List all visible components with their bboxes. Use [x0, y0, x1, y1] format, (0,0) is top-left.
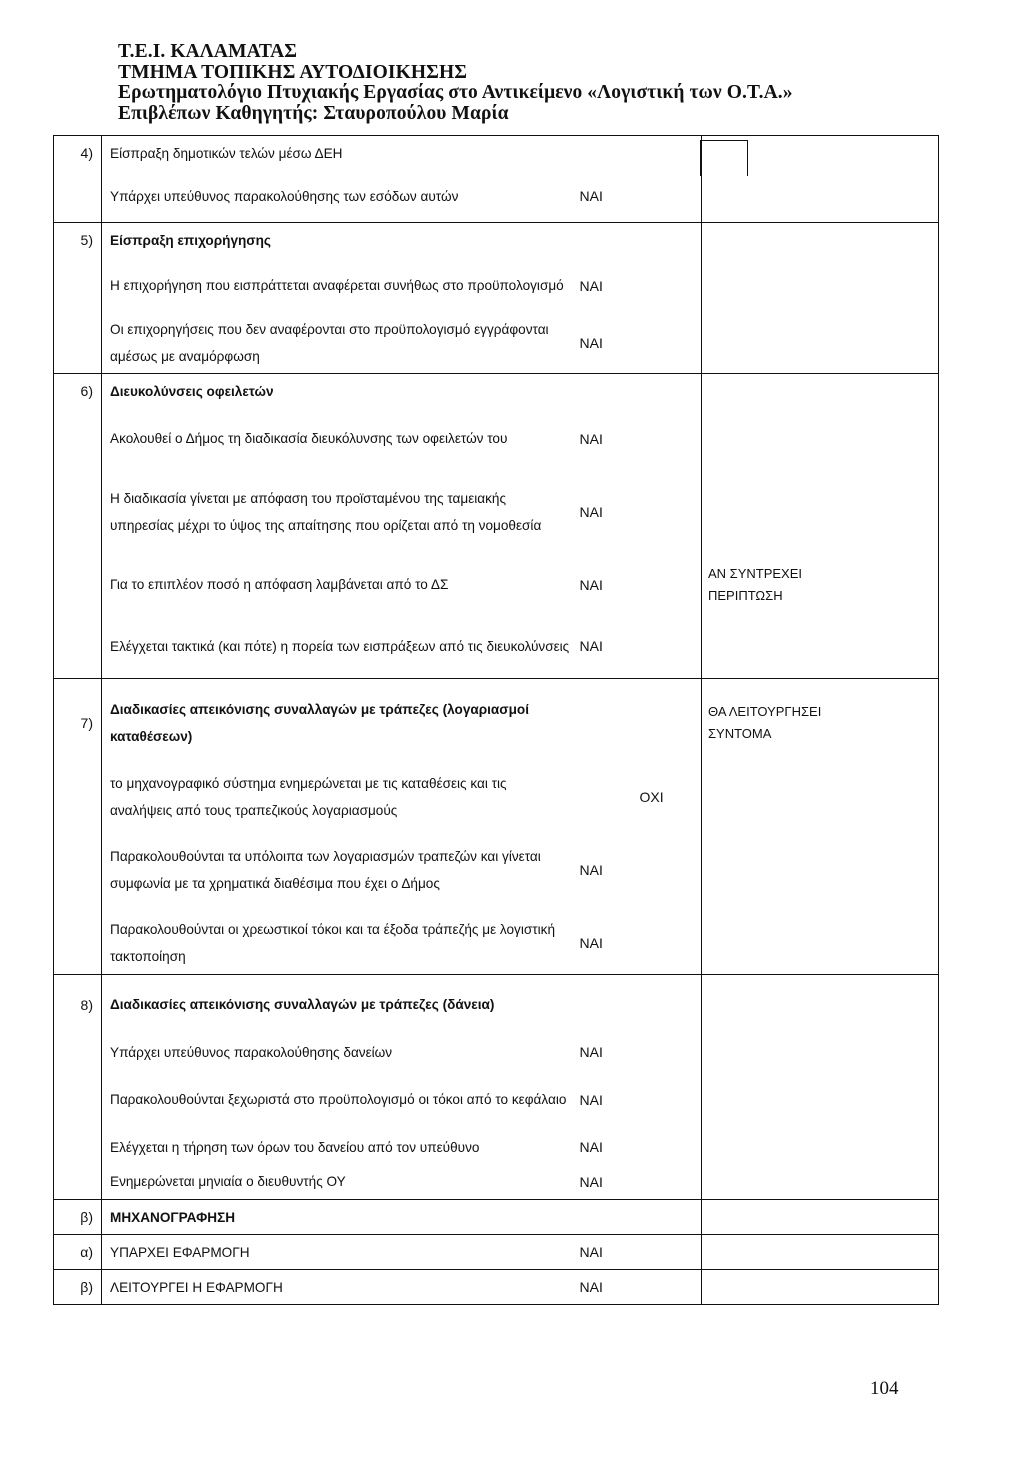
item-description: Ελέγχεται η τήρηση των όρων του δανείου από τον υπεύθυνο [110, 1139, 480, 1155]
item-description: ΛΕΙΤΟΥΡΓΕΙ Η ΕΦΑΡΜΟΓΗ [102, 1270, 572, 1305]
item-description: Διαδικασίες απεικόνισης συναλλαγών με τράπεζες (λογαριασμοί καταθέσεων) [102, 679, 572, 767]
item-description: το μηχανογραφικό σύστημα ενημερώνεται με τις καταθέσεις και τις αναλήψεις από τους τραπεζικούς λογαριασμούς [110, 775, 507, 818]
right-margin-cell [862, 679, 939, 767]
item-number: 5) [54, 223, 102, 258]
item-number [54, 1070, 102, 1130]
right-margin-cell [862, 1070, 939, 1130]
right-margin-cell [862, 975, 939, 1035]
item-description: Είσπραξη δημοτικών τελών μέσω ΔΕΗ [102, 136, 572, 171]
table-row [54, 1200, 939, 1235]
answer-blank [632, 1270, 702, 1305]
item-description: Η διαδικασία γίνεται με απόφαση του προϊσταμένου της ταμειακής υπηρεσίας μέχρι το ύψος της απαίτησης που ορίζεται από τη νομοθεσία [110, 490, 542, 533]
right-margin-cell [862, 469, 939, 555]
item-number: β) [54, 1270, 102, 1305]
answer-value: ΝΑΙ [579, 188, 603, 205]
answer-blank [632, 171, 702, 223]
right-margin-cell [862, 171, 939, 223]
item-description: Ενημερώνεται μηνιαία ο διευθυντής ΟΥ [110, 1174, 346, 1190]
note-cell: ΘΑ ΛΕΙΤΟΥΡΓΗΣΕΙ ΣΥΝΤΟΜΑ [702, 679, 862, 767]
right-margin-cell [862, 1200, 939, 1235]
table-row [54, 223, 939, 258]
right-margin-cell [862, 374, 939, 409]
supervisor-line: Επιβλέπων Καθηγητής: Σταυροπούλου Μαρία [118, 102, 509, 124]
institution-title: Τ.Ε.Ι. ΚΑΛΑΜΑΤΑΣ [118, 41, 298, 62]
table-row [54, 767, 939, 827]
right-margin-cell [862, 136, 939, 171]
table-row [54, 469, 939, 555]
answer-value: ΝΑΙ [579, 935, 603, 952]
answer-blank [632, 1035, 702, 1070]
answer-value: ΝΑΙ [579, 430, 603, 447]
item-number [54, 555, 102, 615]
right-margin-cell [862, 615, 939, 679]
department-title: ΤΜΗΜΑ ΤΟΠΙΚΗΣ ΑΥΤΟΔΙΟΙΚΗΣΗΣ [118, 61, 468, 83]
item-number: β) [54, 1200, 102, 1235]
item-number: α) [54, 1235, 102, 1270]
item-number [54, 1130, 102, 1165]
item-number: 7) [54, 679, 102, 767]
note-cell [702, 223, 862, 258]
note-cell [702, 409, 862, 469]
table-row [54, 827, 939, 913]
note-cell [702, 1270, 862, 1305]
item-description: Ακολουθεί ο Δήμος τη διαδικασία διευκόλυνσης των οφειλετών του [110, 431, 508, 446]
answer-blank [632, 1130, 702, 1165]
page-number: 104 [870, 1378, 899, 1399]
answer-blank [632, 1070, 702, 1130]
answer-blank [632, 1200, 702, 1235]
answer-value: ΝΑΙ [579, 1044, 603, 1060]
answer-blank [632, 1165, 702, 1200]
table-row [54, 1235, 939, 1270]
answer-value [572, 679, 632, 767]
item-number [54, 409, 102, 469]
answer-blank [572, 767, 632, 827]
table-row [54, 258, 939, 314]
note-cell [702, 827, 862, 913]
answer-value: ΝΑΙ [579, 1091, 603, 1108]
table-row [54, 171, 939, 223]
answer-blank [632, 555, 702, 615]
document-header [118, 42, 1008, 124]
item-number: 6) [54, 374, 102, 409]
table-row [54, 136, 939, 171]
note-cell [702, 171, 862, 223]
note-cell [702, 1235, 862, 1270]
note-cell [702, 913, 862, 975]
answer-blank [632, 314, 702, 374]
item-number [54, 171, 102, 223]
table-row [54, 1165, 939, 1200]
item-number: 4) [54, 136, 102, 171]
item-number [54, 615, 102, 679]
note-cell [702, 314, 862, 374]
table-row [54, 314, 939, 374]
answer-blank [632, 258, 702, 314]
answer-value [572, 1200, 632, 1235]
item-description: ΜΗΧΑΝΟΓΡΑΦΗΣΗ [102, 1200, 572, 1235]
right-margin-cell [862, 223, 939, 258]
table-row [54, 1270, 939, 1305]
note-cell [702, 469, 862, 555]
right-margin-cell [862, 1270, 939, 1305]
answer-blank [632, 136, 702, 171]
table-row [54, 913, 939, 975]
item-description: Διευκολύνσεις οφειλετών [102, 374, 572, 409]
right-margin-cell [862, 1035, 939, 1070]
note-cell [702, 1200, 862, 1235]
item-description: Υπάρχει υπεύθυνος παρακολούθησης δανείων [110, 1044, 393, 1060]
item-description: Οι επιχορηγήσεις που δεν αναφέρονται στο προϋπολογισμό εγγράφονται αμέσως με αναμόρφωση [110, 322, 549, 365]
answer-blank [632, 913, 702, 975]
answer-value: ΝΑΙ [572, 1270, 632, 1305]
answer-blank [632, 827, 702, 913]
item-number [54, 258, 102, 314]
table-row [54, 555, 939, 615]
right-margin-cell [862, 258, 939, 314]
item-number [54, 1165, 102, 1200]
table-row [54, 374, 939, 409]
note-cell [702, 1035, 862, 1070]
right-margin-cell [862, 913, 939, 975]
answer-blank [632, 469, 702, 555]
note-cell [702, 1165, 862, 1200]
note-cell [702, 975, 862, 1035]
answer-blank [632, 409, 702, 469]
item-number [54, 827, 102, 913]
answer-value: ΝΑΙ [579, 503, 603, 520]
answer-value: ΝΑΙ [579, 1173, 603, 1190]
item-number [54, 314, 102, 374]
item-number [54, 469, 102, 555]
table-row [54, 409, 939, 469]
answer-value [572, 975, 632, 1035]
item-description: Διαδικασίες απεικόνισης συναλλαγών με τράπεζες (δάνεια) [102, 975, 572, 1035]
answer-value: ΝΑΙ [572, 1235, 632, 1270]
note-cell [702, 767, 862, 827]
table-row [54, 615, 939, 679]
answer-value: ΝΑΙ [579, 638, 603, 655]
item-description: Παρακολουθούνται ξεχωριστά στο προϋπολογισμό οι τόκοι από το κεφάλαιο [110, 1092, 567, 1107]
note-cell: ΑΝ ΣΥΝΤΡΕΧΕΙ ΠΕΡΙΠΤΩΣΗ [702, 555, 862, 615]
item-description: Υπάρχει υπεύθυνος παρακολούθησης των εσόδων αυτών [110, 188, 459, 204]
answer-value: ΝΑΙ [579, 277, 603, 294]
answer-blank [632, 223, 702, 258]
item-number [54, 913, 102, 975]
item-description: Ελέγχεται τακτικά (και πότε) η πορεία των εισπράξεων από τις διευκολύνσεις [110, 638, 570, 654]
answer-value: ΝΑΙ [579, 576, 603, 593]
item-number [54, 767, 102, 827]
note-cell [702, 1070, 862, 1130]
note-cell [702, 615, 862, 679]
note-cell [702, 258, 862, 314]
table-row [54, 1070, 939, 1130]
answer-value [572, 223, 632, 258]
answer-value: ΝΑΙ [579, 1139, 603, 1155]
right-margin-cell [862, 1130, 939, 1165]
answer-blank [632, 975, 702, 1035]
right-margin-cell [862, 1165, 939, 1200]
table-row [54, 1035, 939, 1070]
item-description: Παρακολουθούνται τα υπόλοιπα των λογαριασμών τραπεζών και γίνεται συμφωνία με τα χρηματικά διαθέσιμα που έχει ο Δήμος [110, 848, 541, 891]
answer-blank [632, 615, 702, 679]
item-number [54, 1035, 102, 1070]
item-description: ΥΠΑΡΧΕΙ ΕΦΑΡΜΟΓΗ [102, 1235, 572, 1270]
note-cell [702, 1130, 862, 1165]
questionnaire-table [53, 135, 939, 1305]
item-number: 8) [54, 975, 102, 1035]
answer-blank [632, 374, 702, 409]
table-row [54, 975, 939, 1035]
right-margin-cell [862, 767, 939, 827]
note-cell [702, 374, 862, 409]
item-description: Η επιχορήγηση που εισπράττεται αναφέρεται συνήθως στο προϋπολογισμό [110, 278, 564, 293]
answer-blank [632, 1235, 702, 1270]
answer-value [572, 374, 632, 409]
right-margin-cell [862, 314, 939, 374]
table-row [54, 1130, 939, 1165]
answer-value: ΝΑΙ [579, 861, 603, 878]
answer-value: ΟΧΙ [639, 788, 664, 805]
item-description: Είσπραξη επιχορήγησης [102, 223, 572, 258]
right-margin-cell [862, 1235, 939, 1270]
right-margin-cell [862, 409, 939, 469]
answer-value: ΝΑΙ [579, 335, 603, 352]
item-description: Για το επιπλέον ποσό η απόφαση λαμβάνεται από το ΔΣ [110, 577, 449, 592]
table-row [54, 679, 939, 767]
answer-blank [632, 679, 702, 767]
right-margin-cell [862, 827, 939, 913]
questionnaire-title: Ερωτηματολόγιο Πτυχιακής Εργασίας στο Αντικείμενο «Λογιστική των Ο.Τ.Α.» [118, 82, 793, 103]
note-cell [702, 136, 862, 171]
answer-value [572, 136, 632, 171]
item-description: Παρακολουθούνται οι χρεωστικοί τόκοι και τα έξοδα τράπεζής με λογιστική τακτοποίηση [110, 922, 556, 965]
right-margin-cell [862, 555, 939, 615]
